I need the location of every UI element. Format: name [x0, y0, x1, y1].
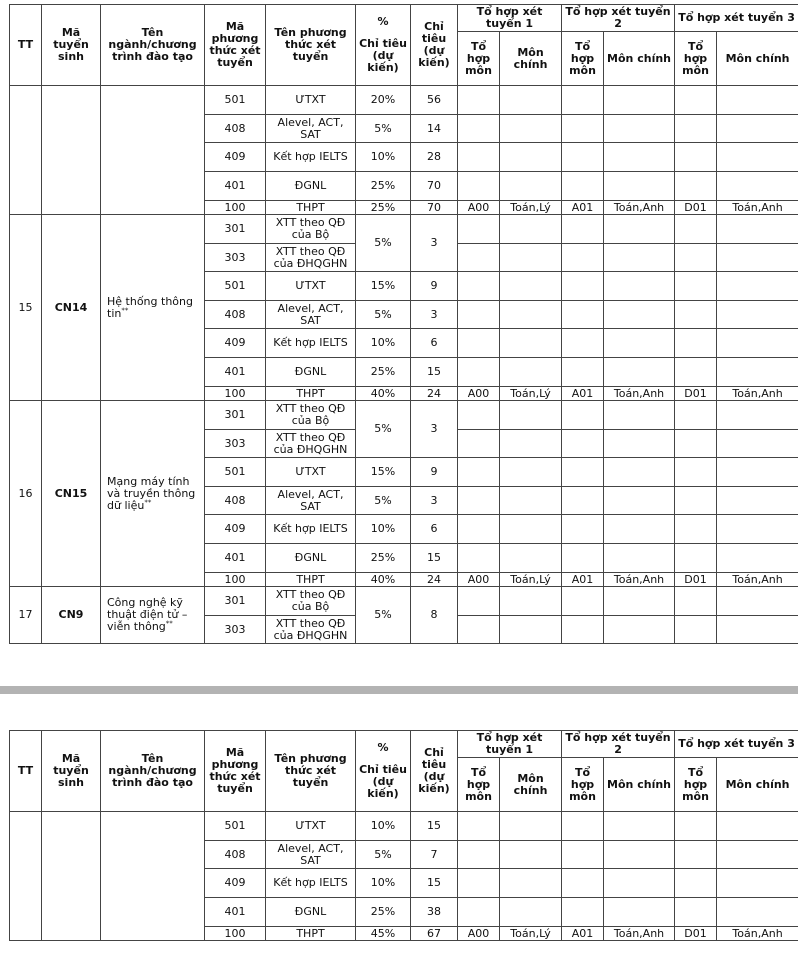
quota: 15 [411, 812, 458, 841]
method-code: 408 [205, 115, 266, 143]
quota: 6 [411, 329, 458, 358]
program-name [101, 215, 205, 401]
method-name: XTT theo QĐ của ĐHQGHN [266, 430, 356, 458]
method-code: 501 [205, 272, 266, 301]
header-quota: Chỉ tiêu (dự kiến) [411, 5, 458, 86]
method-name: Alevel, ACT, SAT [266, 487, 356, 515]
method-name: THPT [266, 201, 356, 215]
program-code: CN15 [42, 401, 101, 587]
code-cell [42, 812, 101, 941]
quota: 9 [411, 272, 458, 301]
method-code: 301 [205, 215, 266, 244]
header-code: Mã tuyển sinh [42, 5, 101, 86]
percent: 5% [356, 215, 411, 272]
header-quota: Chỉ tiêu (dự kiến) [411, 731, 458, 812]
method-name: Kết hợp IELTS [266, 515, 356, 544]
percent: 25% [356, 898, 411, 927]
combo-2: A01 [562, 927, 604, 941]
method-name: ĐGNL [266, 544, 356, 573]
quota: 70 [411, 172, 458, 201]
header-program: Tên ngành/chương trình đào tạo [101, 5, 205, 86]
method-name: THPT [266, 387, 356, 401]
header-main-subject: Môn chính [717, 32, 798, 86]
method-name: XTT theo QĐ của Bộ [266, 401, 356, 430]
admission-table-1 [9, 4, 798, 644]
percent: 20% [356, 86, 411, 115]
method-code: 100 [205, 201, 266, 215]
quota: 56 [411, 86, 458, 115]
method-name: Kết hợp IELTS [266, 329, 356, 358]
header-percent-sign: % [377, 15, 389, 28]
percent: 25% [356, 172, 411, 201]
method-code: 408 [205, 487, 266, 515]
combo-3: D01 [675, 387, 717, 401]
quota: 15 [411, 358, 458, 387]
percent: 5% [356, 587, 411, 644]
method-code: 501 [205, 812, 266, 841]
tt-cell: 16 [10, 401, 42, 587]
percent: 10% [356, 812, 411, 841]
header-method-code: Mã phương thức xét tuyển [205, 731, 266, 812]
header-combo-sub: Tổ hợp môn [458, 758, 500, 812]
main-subject-2: Toán,Anh [604, 927, 675, 941]
program-name [101, 587, 205, 644]
percent: 5% [356, 115, 411, 143]
method-name: ĐGNL [266, 172, 356, 201]
table-row [10, 812, 798, 841]
header-main-subject: Môn chính [500, 758, 562, 812]
percent: 5% [356, 487, 411, 515]
quota: 14 [411, 115, 458, 143]
percent: 10% [356, 143, 411, 172]
header-main-subject: Môn chính [604, 32, 675, 86]
tt-cell [10, 812, 42, 941]
header-method-code: Mã phương thức xét tuyển [205, 5, 266, 86]
header-combo-sub: Tổ hợp môn [458, 32, 500, 86]
header-percent [356, 5, 411, 86]
header-method-name: Tên phương thức xét tuyển [266, 731, 356, 812]
header-combo-2: Tổ hợp xét tuyển 2 [562, 5, 675, 32]
method-name: XTT theo QĐ của Bộ [266, 587, 356, 616]
quota: 3 [411, 215, 458, 272]
method-name: Alevel, ACT, SAT [266, 841, 356, 869]
method-code: 100 [205, 927, 266, 941]
method-code: 401 [205, 544, 266, 573]
main-subject-3: Toán,Anh [717, 387, 798, 401]
method-name: ĐGNL [266, 898, 356, 927]
quota: 9 [411, 458, 458, 487]
program-name-text: Hệ thống thông tin [107, 294, 193, 320]
header-combo-3: Tổ hợp xét tuyển 3 [675, 5, 798, 32]
combo-2: A01 [562, 201, 604, 215]
main-subject-3: Toán,Anh [717, 201, 798, 215]
program-code: CN9 [42, 587, 101, 644]
header-main-subject: Môn chính [717, 758, 798, 812]
percent: 5% [356, 841, 411, 869]
method-code: 409 [205, 329, 266, 358]
header-combo-3: Tổ hợp xét tuyển 3 [675, 731, 798, 758]
quota: 15 [411, 544, 458, 573]
quota: 38 [411, 898, 458, 927]
percent: 25% [356, 544, 411, 573]
header-main-subject: Môn chính [500, 32, 562, 86]
combo-3: D01 [675, 201, 717, 215]
header-program: Tên ngành/chương trình đào tạo [101, 731, 205, 812]
method-code: 301 [205, 587, 266, 616]
header-main-subject: Môn chính [604, 758, 675, 812]
header-percent-quota: Chỉ tiêu (dự kiến) [359, 763, 407, 800]
program-name-text: Mạng máy tính và truyền thông dữ liệu [107, 474, 196, 512]
program-cell [101, 812, 205, 941]
program-cell [101, 86, 205, 215]
header-combo-sub: Tổ hợp môn [562, 32, 604, 86]
quota: 24 [411, 387, 458, 401]
method-name: XTT theo QĐ của ĐHQGHN [266, 244, 356, 272]
method-name: Kết hợp IELTS [266, 143, 356, 172]
method-code: 408 [205, 841, 266, 869]
tt-cell [10, 86, 42, 215]
main-subject-2: Toán,Anh [604, 387, 675, 401]
method-code: 301 [205, 401, 266, 430]
quota: 6 [411, 515, 458, 544]
percent: 10% [356, 329, 411, 358]
header-percent-sign: % [377, 741, 389, 754]
method-name: Alevel, ACT, SAT [266, 115, 356, 143]
header-combo-1: Tổ hợp xét tuyển 1 [458, 731, 562, 758]
tt-cell: 17 [10, 587, 42, 644]
program-name-star: ** [144, 497, 152, 506]
program-name-star: ** [165, 619, 173, 628]
method-name: ƯTXT [266, 86, 356, 115]
method-name: XTT theo QĐ của Bộ [266, 215, 356, 244]
method-name: Kết hợp IELTS [266, 869, 356, 898]
header-combo-2: Tổ hợp xét tuyển 2 [562, 731, 675, 758]
percent: 10% [356, 869, 411, 898]
method-code: 401 [205, 358, 266, 387]
percent: 25% [356, 358, 411, 387]
quota: 3 [411, 401, 458, 458]
main-subject-1: Toán,Lý [500, 927, 562, 941]
quota: 3 [411, 301, 458, 329]
method-name: ƯTXT [266, 812, 356, 841]
header-combo-sub: Tổ hợp môn [562, 758, 604, 812]
method-name: THPT [266, 573, 356, 587]
header-code: Mã tuyển sinh [42, 731, 101, 812]
header-combo-sub: Tổ hợp môn [675, 32, 717, 86]
combo-2: A01 [562, 387, 604, 401]
admission-table-2 [9, 730, 798, 941]
quota: 67 [411, 927, 458, 941]
percent: 45% [356, 927, 411, 941]
method-code: 501 [205, 458, 266, 487]
method-code: 401 [205, 898, 266, 927]
percent: 10% [356, 515, 411, 544]
combo-1: A00 [458, 573, 500, 587]
page-divider [0, 686, 798, 694]
percent: 25% [356, 201, 411, 215]
method-code: 100 [205, 573, 266, 587]
tt-cell: 15 [10, 215, 42, 401]
method-code: 303 [205, 616, 266, 644]
program-code: CN14 [42, 215, 101, 401]
method-name: ƯTXT [266, 458, 356, 487]
method-name: THPT [266, 927, 356, 941]
quota: 15 [411, 869, 458, 898]
table-row [10, 401, 798, 430]
combo-1: A00 [458, 927, 500, 941]
method-code: 409 [205, 515, 266, 544]
method-name: ĐGNL [266, 358, 356, 387]
header-combo-sub: Tổ hợp môn [675, 758, 717, 812]
program-name-star: ** [121, 305, 129, 314]
header-tt: TT [10, 5, 42, 86]
quota: 24 [411, 573, 458, 587]
percent: 5% [356, 301, 411, 329]
header-percent-quota: Chỉ tiêu (dự kiến) [359, 37, 407, 74]
main-subject-1: Toán,Lý [500, 573, 562, 587]
combo-3: D01 [675, 927, 717, 941]
method-name: Alevel, ACT, SAT [266, 301, 356, 329]
program-name-text: Công nghệ kỹ thuật điện tử – viễn thông [107, 596, 188, 633]
combo-2: A01 [562, 573, 604, 587]
main-subject-1: Toán,Lý [500, 387, 562, 401]
quota: 7 [411, 841, 458, 869]
method-name: XTT theo QĐ của ĐHQGHN [266, 616, 356, 644]
method-code: 409 [205, 143, 266, 172]
header-percent [356, 731, 411, 812]
method-code: 100 [205, 387, 266, 401]
method-code: 401 [205, 172, 266, 201]
table-row [10, 587, 798, 616]
method-name: ƯTXT [266, 272, 356, 301]
percent: 40% [356, 573, 411, 587]
method-code: 303 [205, 244, 266, 272]
main-subject-2: Toán,Anh [604, 201, 675, 215]
percent: 40% [356, 387, 411, 401]
method-code: 501 [205, 86, 266, 115]
table-row [10, 215, 798, 244]
main-subject-2: Toán,Anh [604, 573, 675, 587]
combo-1: A00 [458, 201, 500, 215]
quota: 28 [411, 143, 458, 172]
combo-1: A00 [458, 387, 500, 401]
method-code: 303 [205, 430, 266, 458]
table-row [10, 86, 798, 115]
header-tt: TT [10, 731, 42, 812]
header-combo-1: Tổ hợp xét tuyển 1 [458, 5, 562, 32]
main-subject-1: Toán,Lý [500, 201, 562, 215]
percent: 15% [356, 458, 411, 487]
quota: 3 [411, 487, 458, 515]
percent: 15% [356, 272, 411, 301]
method-code: 408 [205, 301, 266, 329]
method-code: 409 [205, 869, 266, 898]
main-subject-3: Toán,Anh [717, 927, 798, 941]
quota: 70 [411, 201, 458, 215]
main-subject-3: Toán,Anh [717, 573, 798, 587]
code-cell [42, 86, 101, 215]
program-name [101, 401, 205, 587]
combo-3: D01 [675, 573, 717, 587]
quota: 8 [411, 587, 458, 644]
header-method-name: Tên phương thức xét tuyển [266, 5, 356, 86]
percent: 5% [356, 401, 411, 458]
